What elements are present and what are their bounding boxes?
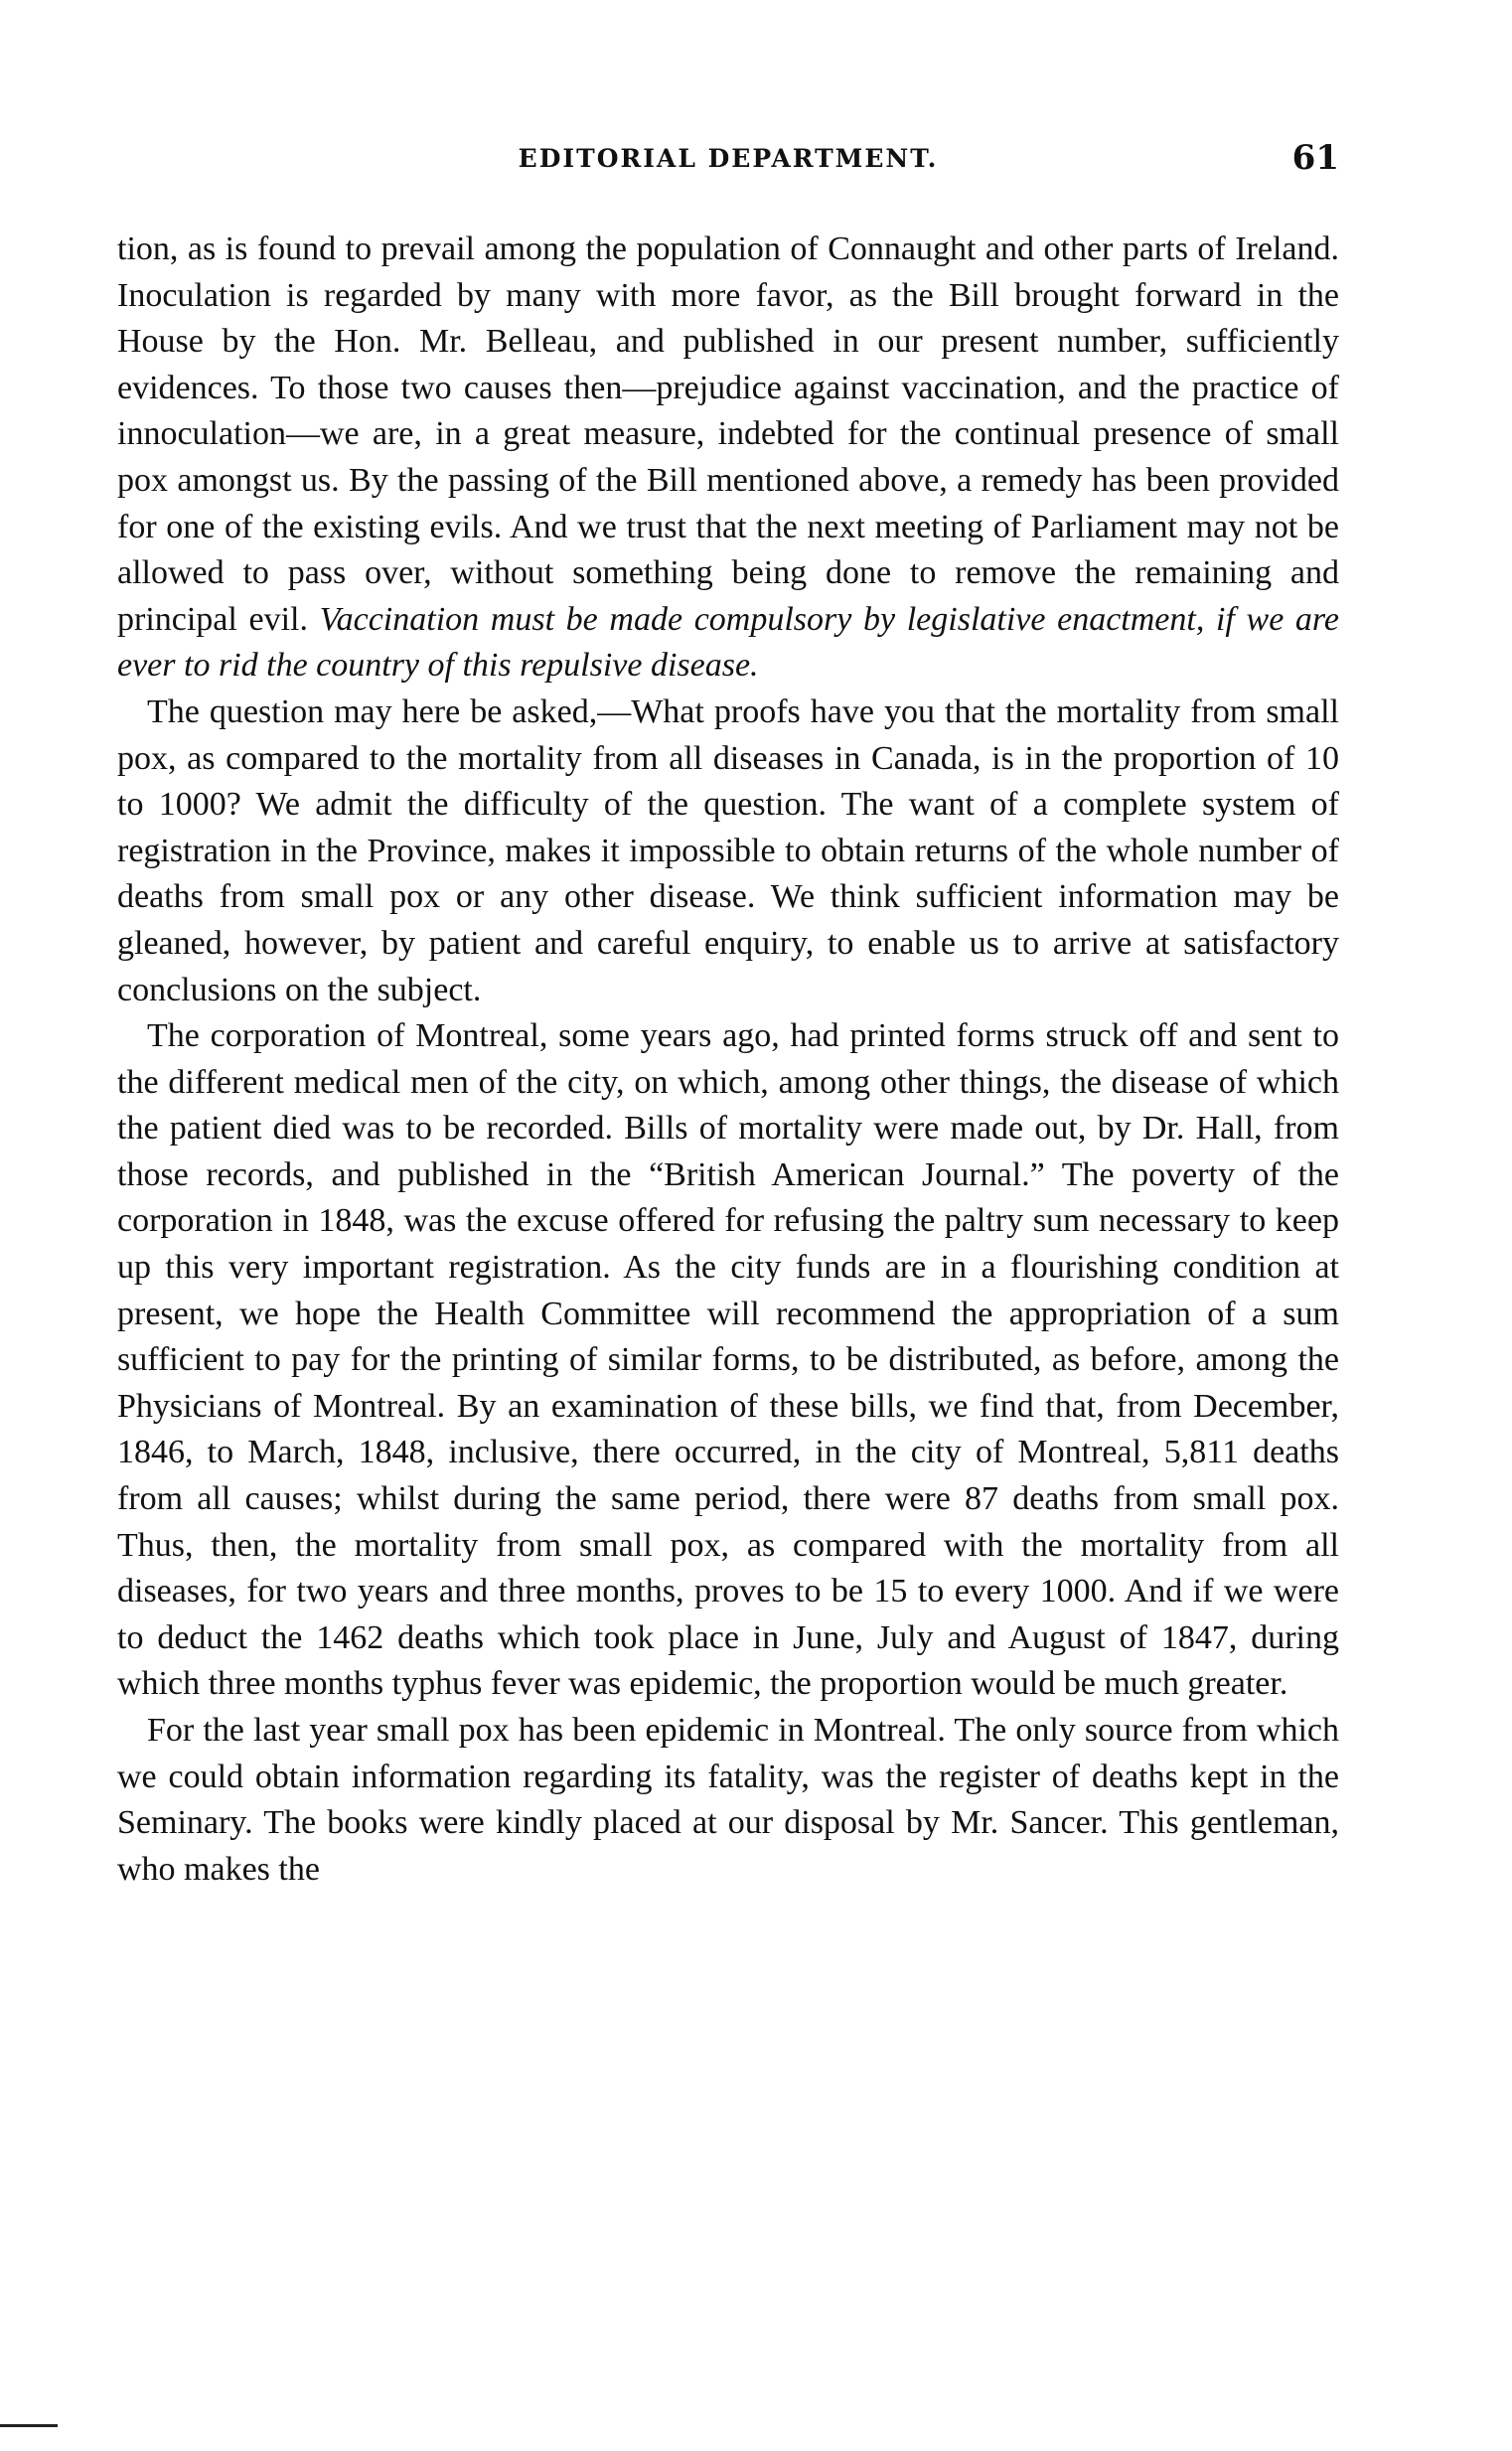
paragraph-1-text: tion, as is found to prevail among the population of Connaught and other parts of Ireland. Inoculation is regarded by many with more favor, as the Bill brought forward in the House by the Hon. Mr. Belleau, and published in our present number, sufficiently evidences. To those two causes then—prejudice against vaccination, and the practice of innoculation—we are, in a great measure, indebted for the continual presence of small pox amongst us. By the passing of the Bill mentioned above, a remedy has been provided for one of the existing evils. And we trust that the next meeting of Parliament may not be allowed to pass over, without something being done to remove the remaining and principal evil. xyxy=(117,230,1339,638)
running-title: EDITORIAL DEPARTMENT. xyxy=(518,144,939,173)
running-head xyxy=(117,138,1339,194)
body-text xyxy=(117,227,1339,1893)
paragraph-2: The question may here be asked,—What proofs have you that the mortality from small pox, as compared to the mortality from all diseases in Canada, is in the proportion of 10 to 1000? We admit the difficulty of the question. The want of a complete system of registration in the Province, makes it impossible to obtain returns of the whole number of deaths from small pox or any other disease. We think sufficient information may be gleaned, however, by patient and careful enquiry, to enable us to arrive at satisfactory conclusions on the subject. xyxy=(117,692,1339,1008)
paragraph-1 xyxy=(117,227,1339,689)
paragraph-1-italic: Vaccination must be made compulsory by legislative enactment, if we are ever to rid the country of this repulsive disease. xyxy=(117,600,1339,685)
footer-rule xyxy=(0,2424,58,2427)
paragraph-4: For the last year small pox has been epidemic in Montreal. The only source from which we could obtain information regarding its fatality, was the register of deaths kept in the Seminary. The books were kindly placed at our disposal by Mr. Sancer. This gentleman, who makes the xyxy=(117,1712,1339,1888)
page-number: 61 xyxy=(1291,138,1339,178)
paragraph-3: The corporation of Montreal, some years ago, had printed forms struck off and sent to the different medical men of the city, on which, among other things, the disease of which the patient died was to be recorded. Bills of mortality were made out, by Dr. Hall, from those records, and published in the “British American Journal.” The poverty of the corporation in 1848, was the excuse offered for refusing the paltry sum necessary to keep up this very important registration. As the city funds are in a flourishing condition at present, we hope the Health Committee will recommend the appropriation of a sum sufficient to pay for the printing of similar forms, to be distributed, as before, among the Physicians of Montreal. By an examination of these bills, we find that, from December, 1846, to March, 1848, inclusive, there occurred, in the city of Montreal, 5,811 deaths from all causes; whilst during the same period, there were 87 deaths from small pox. Thus, then, the mortality from small pox, as compared with the mortality from all diseases, for two years and three months, proves to be 15 to every 1000. And if we were to deduct the 1462 deaths which took place in June, July and August of 1847, during which three months typhus fever was epidemic, the proportion would be much greater. xyxy=(117,1017,1339,1703)
